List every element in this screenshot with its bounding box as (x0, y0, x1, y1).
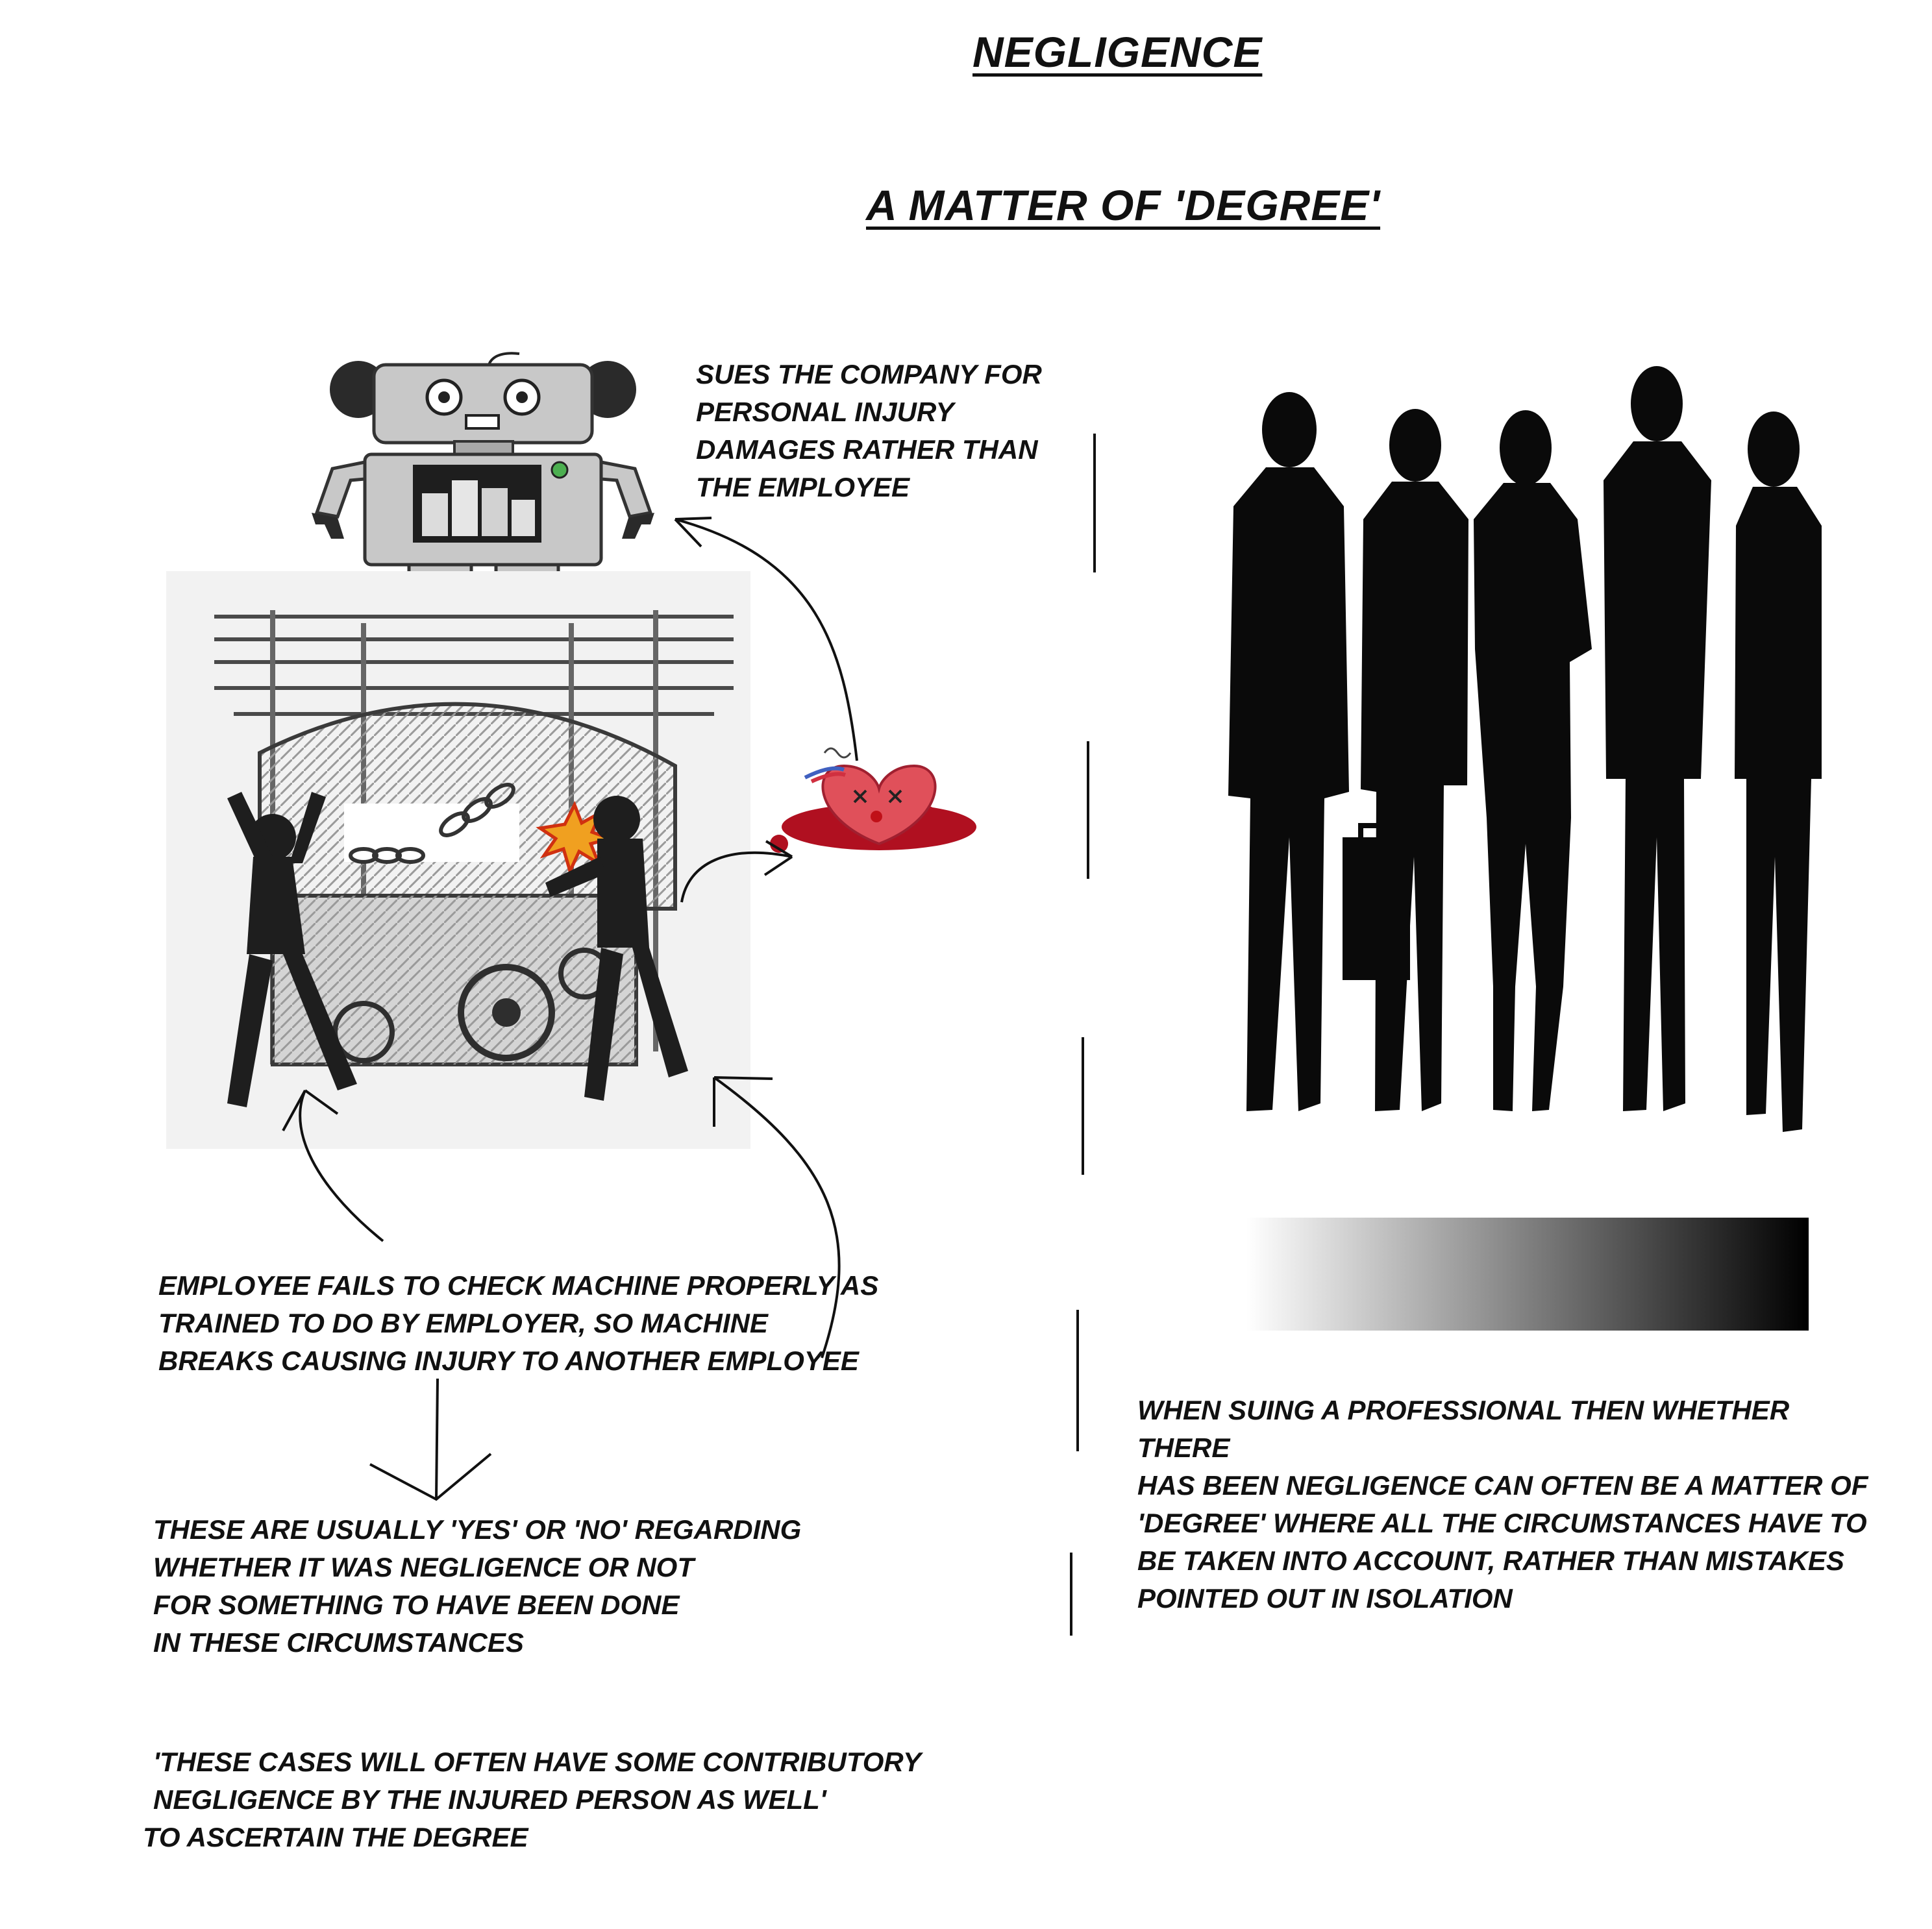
silhouette-person-1 (1228, 392, 1349, 1111)
column-divider (1071, 434, 1095, 1636)
degree-gradient-bar (1246, 1218, 1809, 1331)
silhouette-person-3 (1474, 410, 1592, 1111)
business-people-silhouettes (1228, 366, 1822, 1132)
loom-workers-illustration (166, 571, 750, 1149)
caption-ascertain-degree: TO ASCERTAIN THE DEGREE (143, 1822, 528, 1852)
caption-contributory-negligence: 'THESE CASES WILL OFTEN HAVE SOME CONTRIBUTORY NEGLIGENCE BY THE INJURED PERSON AS WELL' (153, 1747, 921, 1815)
page-title: NEGLIGENCE (972, 28, 1263, 76)
silhouette-person-2 (1343, 409, 1468, 1111)
caption-suing-professional: WHEN SUING A PROFESSIONAL THEN WHETHER THERE HAS BEEN NEGLIGENCE CAN OFTEN BE A MATTER OF 'DEGREE' WHERE ALL THE CIRCUMSTANCES HAVE TO BE TAKEN INTO ACCOUNT, RATHER THAN MISTAKES POINTED OUT IN ISOLATION (1137, 1395, 1868, 1614)
silhouette-person-4 (1604, 366, 1711, 1111)
page-subtitle: A MATTER OF 'DEGREE' (866, 181, 1381, 229)
injured-heart-icon (770, 748, 976, 853)
caption-yes-no: THESE ARE USUALLY 'YES' OR 'NO' REGARDING WHETHER IT WAS NEGLIGENCE OR NOT FOR SOMETHING TO HAVE BEEN DONE IN THESE CIRCUMSTANCES (153, 1514, 802, 1658)
caption-employee-fails: EMPLOYEE FAILS TO CHECK MACHINE PROPERLY AS TRAINED TO DO BY EMPLOYER, SO MACHINE BREAKS CAUSING INJURY TO ANOTHER EMPLOYEE (158, 1270, 879, 1376)
robot-icon (312, 353, 654, 598)
caption-robot-sues: SUES THE COMPANY FOR PERSONAL INJURY DAMAGES RATHER THAN THE EMPLOYEE (696, 359, 1042, 502)
silhouette-person-5 (1735, 412, 1822, 1132)
arrow-down (436, 1379, 438, 1499)
